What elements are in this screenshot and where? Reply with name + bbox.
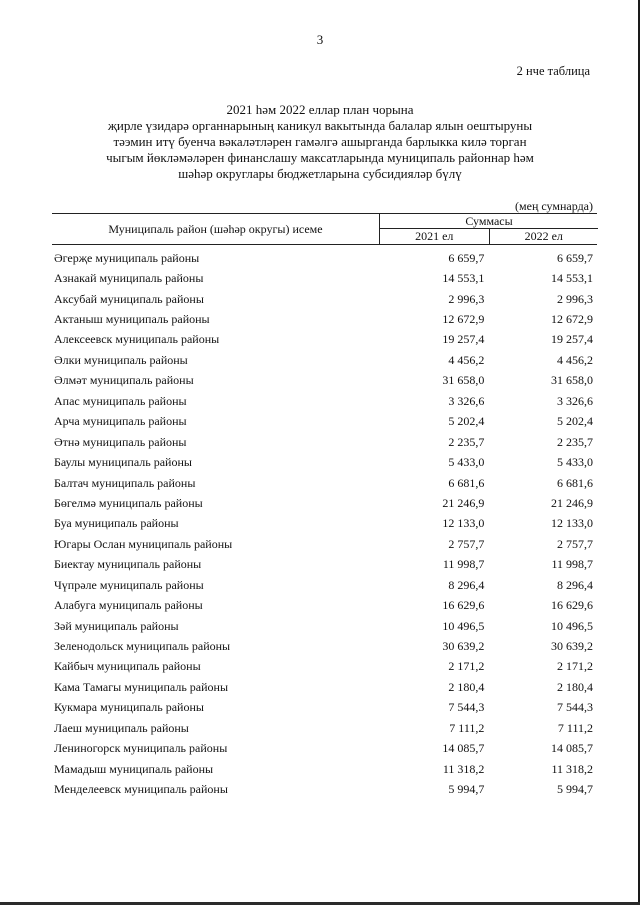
- row-value-2021: 2 171,2: [448, 659, 485, 674]
- row-value-2022: 11 318,2: [551, 761, 593, 776]
- table-row: [52, 698, 597, 718]
- row-name: Биектау муниципаль районы: [54, 557, 202, 572]
- row-name: Әтнә муниципаль районы: [54, 434, 187, 449]
- table-row: [52, 350, 597, 370]
- row-value-2022: 30 639,2: [551, 639, 593, 654]
- table-row: [52, 473, 597, 493]
- header-year-2021: 2021 ел: [415, 229, 454, 243]
- units-note: (мең сумнарда): [515, 199, 593, 213]
- table-row: [52, 412, 597, 432]
- row-value-2021: 7 544,3: [448, 700, 485, 715]
- header-sum: Суммасы: [380, 214, 598, 229]
- row-value-2021: 21 246,9: [442, 495, 485, 510]
- row-value-2021: 8 296,4: [448, 577, 485, 592]
- table-row: [52, 289, 597, 309]
- header-year-2022: 2022 ел: [489, 229, 599, 244]
- table-row: [52, 779, 597, 799]
- row-name: Зеленодольск муниципаль районы: [54, 639, 231, 654]
- table-row: [52, 759, 597, 779]
- row-value-2022: 6 681,6: [557, 475, 593, 490]
- row-value-2022: 7 111,2: [557, 720, 593, 735]
- row-value-2022: 2 757,7: [557, 536, 593, 551]
- row-value-2022: 2 996,3: [557, 291, 593, 306]
- subsidy-table: [52, 213, 597, 800]
- row-name: Алабуга муниципаль районы: [54, 598, 203, 613]
- row-name: Бөгелмә муниципаль районы: [54, 495, 203, 510]
- table-row: [52, 636, 597, 656]
- row-name: Зәй муниципаль районы: [54, 618, 179, 633]
- row-name: Кама Тамагы муниципаль районы: [54, 679, 229, 694]
- row-value-2021: 3 326,6: [448, 393, 485, 408]
- row-value-2022: 16 629,6: [551, 598, 593, 613]
- row-value-2022: 5 433,0: [557, 455, 593, 470]
- row-value-2021: 2 757,7: [448, 536, 485, 551]
- row-value-2021: 6 681,6: [448, 475, 485, 490]
- row-name: Кукмара муниципаль районы: [54, 700, 204, 715]
- row-value-2022: 2 235,7: [557, 434, 593, 449]
- row-name: Актаныш муниципаль районы: [54, 312, 210, 327]
- table-row: [52, 677, 597, 697]
- row-value-2021: 2 180,4: [448, 679, 485, 694]
- row-value-2022: 10 496,5: [551, 618, 593, 633]
- row-name: Лениногорск муниципаль районы: [54, 741, 228, 756]
- table-row: [52, 452, 597, 472]
- row-value-2021: 4 456,2: [448, 352, 485, 367]
- table-row: [52, 248, 597, 268]
- row-value-2022: 2 180,4: [557, 679, 593, 694]
- table-row: [52, 391, 597, 411]
- row-name: Арча муниципаль районы: [54, 414, 187, 429]
- table-row: [52, 432, 597, 452]
- row-value-2022: 14 553,1: [551, 271, 593, 286]
- row-name: Менделеевск муниципаль районы: [54, 782, 228, 797]
- row-name: Югары Ослан муниципаль районы: [54, 536, 233, 551]
- table-body: [52, 245, 597, 800]
- table-row: [52, 555, 597, 575]
- row-value-2022: 12 672,9: [551, 312, 593, 327]
- row-name: Баулы муниципаль районы: [54, 455, 192, 470]
- row-value-2021: 31 658,0: [442, 373, 485, 388]
- header-sum-group: [379, 214, 598, 244]
- row-name: Әлки муниципаль районы: [54, 352, 188, 367]
- row-name: Лаеш муниципаль районы: [54, 720, 189, 735]
- title-line: чыгым йөкләмәләрен финанслашу максатларында муниципаль районнар һәм: [106, 150, 534, 165]
- row-value-2021: 5 202,4: [448, 414, 485, 429]
- row-value-2021: 11 998,7: [442, 557, 485, 572]
- row-value-2022: 19 257,4: [551, 332, 593, 347]
- row-value-2022: 5 994,7: [557, 782, 593, 797]
- table-row: [52, 330, 597, 350]
- row-value-2022: 2 171,2: [557, 659, 593, 674]
- document-title: [60, 102, 580, 182]
- row-name: Аксубай муниципаль районы: [54, 291, 204, 306]
- table-row: [52, 514, 597, 534]
- row-value-2021: 5 994,7: [448, 782, 485, 797]
- table-row: [52, 493, 597, 513]
- row-value-2021: 11 318,2: [442, 761, 485, 776]
- row-value-2022: 6 659,7: [557, 250, 593, 265]
- row-value-2022: 7 544,3: [557, 700, 593, 715]
- row-value-2022: 21 246,9: [551, 495, 593, 510]
- row-name: Алексеевск муниципаль районы: [54, 332, 220, 347]
- row-name: Апас муниципаль районы: [54, 393, 187, 408]
- row-name: Кайбыч муниципаль районы: [54, 659, 201, 674]
- row-value-2022: 12 133,0: [551, 516, 593, 531]
- row-name: Балтач муниципаль районы: [54, 475, 196, 490]
- row-name: Буа муниципаль районы: [54, 516, 179, 531]
- row-value-2021: 14 085,7: [442, 741, 485, 756]
- row-name: Әгерҗе муниципаль районы: [54, 250, 200, 265]
- row-value-2021: 12 133,0: [442, 516, 485, 531]
- table-row: [52, 575, 597, 595]
- row-value-2021: 30 639,2: [442, 639, 485, 654]
- title-line: шәһәр округлары бюджетларына субсидияләр бүлү: [178, 166, 462, 181]
- table-row: [52, 657, 597, 677]
- table-row: [52, 718, 597, 738]
- row-value-2021: 19 257,4: [442, 332, 485, 347]
- table-row: [52, 534, 597, 554]
- row-value-2022: 3 326,6: [557, 393, 593, 408]
- row-name: Чүпрәле муниципаль районы: [54, 577, 204, 592]
- header-name: Муниципаль район (шәһәр округы) исеме: [108, 222, 323, 236]
- row-value-2021: 16 629,6: [442, 598, 485, 613]
- row-value-2021: 14 553,1: [442, 271, 485, 286]
- table-row: [52, 739, 597, 759]
- row-value-2021: 2 235,7: [448, 434, 485, 449]
- table-row: [52, 268, 597, 288]
- row-value-2022: 14 085,7: [551, 741, 593, 756]
- table-row: [52, 309, 597, 329]
- row-value-2022: 4 456,2: [557, 352, 593, 367]
- row-name: Мамадыш муниципаль районы: [54, 761, 214, 776]
- row-value-2021: 7 111,2: [449, 720, 485, 735]
- row-value-2022: 8 296,4: [557, 577, 593, 592]
- row-name: Азнакай муниципаль районы: [54, 271, 204, 286]
- row-value-2021: 6 659,7: [448, 250, 485, 265]
- page-number: 3: [316, 32, 324, 47]
- title-line: 2021 һәм 2022 еллар план чорына: [226, 102, 414, 117]
- row-value-2022: 31 658,0: [551, 373, 593, 388]
- row-value-2021: 2 996,3: [448, 291, 485, 306]
- table-row: [52, 595, 597, 615]
- row-value-2021: 12 672,9: [442, 312, 485, 327]
- row-value-2021: 10 496,5: [442, 618, 485, 633]
- row-value-2022: 5 202,4: [557, 414, 593, 429]
- row-value-2022: 11 998,7: [551, 557, 593, 572]
- table-header: [52, 213, 597, 245]
- row-name: Әлмәт муниципаль районы: [54, 373, 194, 388]
- title-line: тәэмин итү буенча вәкаләтләрен гамәлгә ашырганда барлыкка килә торган: [113, 134, 527, 149]
- table-row: [52, 616, 597, 636]
- row-value-2021: 5 433,0: [448, 455, 485, 470]
- table-row: [52, 371, 597, 391]
- title-line: җирле үзидарә органнарының каникул вакытында балалар ялын оештыруны: [107, 118, 533, 133]
- table-label: 2 нче таблица: [516, 64, 590, 78]
